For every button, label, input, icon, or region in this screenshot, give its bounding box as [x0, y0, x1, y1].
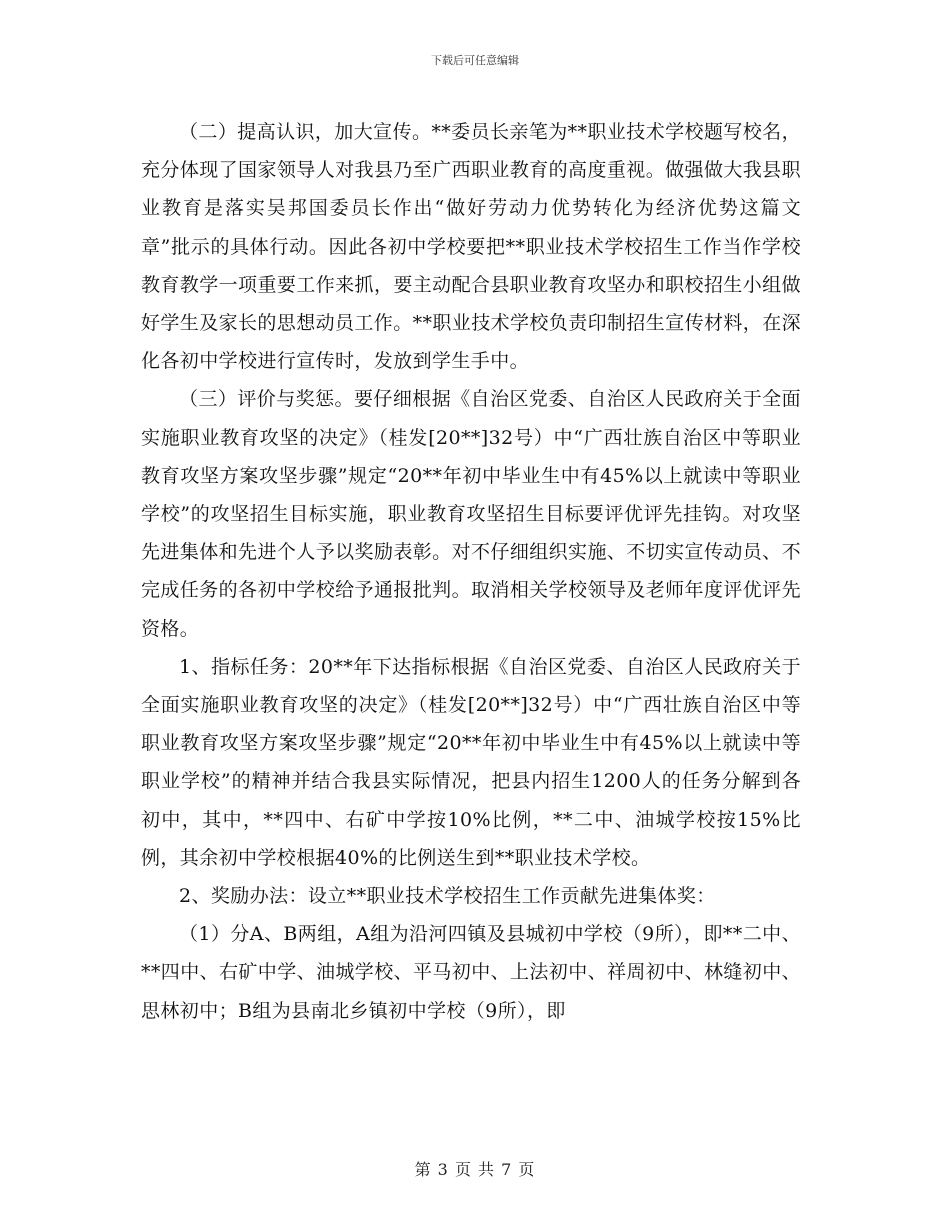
page-header: 下载后可任意编辑	[431, 54, 519, 67]
paragraph-publicity: （二）提高认识，加大宣传。**委员长亲笔为**职业技术学校题写校名，充分体现了国家领导人对我县乃至广西职业教育的高度重视。做强做大我县职业教育是落实吴邦国委员长作出“做好劳动力优势转化为经济优势这篇文章”批示的具体行动。因此各初中学校要把**职业技术学校招生工作当作学校教育教学一项重要工作来抓，要主动配合县职业教育攻坚办和职校招生小组做好学生及家长的思想动员工作。**职业技术学校负责印制招生宣传材料，在深化各初中学校进行宣传时，发放到学生手中。	[141, 121, 802, 373]
document-body	[141, 113, 801, 1030]
paragraph-evaluation: （三）评价与奖惩。要仔细根据《自治区党委、自治区人民政府关于全面实施职业教育攻坚的决定》（桂发[20**]32号）中“广西壮族自治区中等职业教育攻坚方案攻坚步骤”规定“20**年初中毕业生中有45%以上就读中等职业学校”的攻坚招生目标实施，职业教育攻坚招生目标要评优评先挂钩。对攻坚先进集体和先进个人予以奖励表彰。对不仔细组织实施、不切实宣传动员、不完成任务的各初中学校给予通报批判。取消相关学校领导及老师年度评优评先资格。	[141, 388, 801, 640]
paragraph-quota-task: 1、指标任务：20**年下达指标根据《自治区党委、自治区人民政府关于全面实施职业教育攻坚的决定》（桂发[20**]32号）中“广西壮族自治区中等职业教育攻坚方案攻坚步骤”规定“20**年初中毕业生中有45%以上就读中等职业学校”的精神并结合我县实际情况，把县内招生1200人的任务分解到各初中，其中，**四中、右矿中学按10%比例，**二中、油城学校按15%比例，其余初中学校根据40%的比例送生到**职业技术学校。	[141, 655, 801, 869]
page-number-footer: 第 3 页 共 7 页	[414, 1160, 536, 1179]
paragraph-groups: （1）分A、B两组，A组为沿河四镇及县城初中学校（9所），即**二中、**四中、右矿中学、油城学校、平马初中、上法初中、祥周初中、林缝初中、思林初中；B组为县南北乡镇初中学校（9所），即	[141, 923, 802, 1022]
paragraph-reward-method: 2、奖励办法：设立**职业技术学校招生工作贡献先进集体奖：	[179, 885, 716, 908]
